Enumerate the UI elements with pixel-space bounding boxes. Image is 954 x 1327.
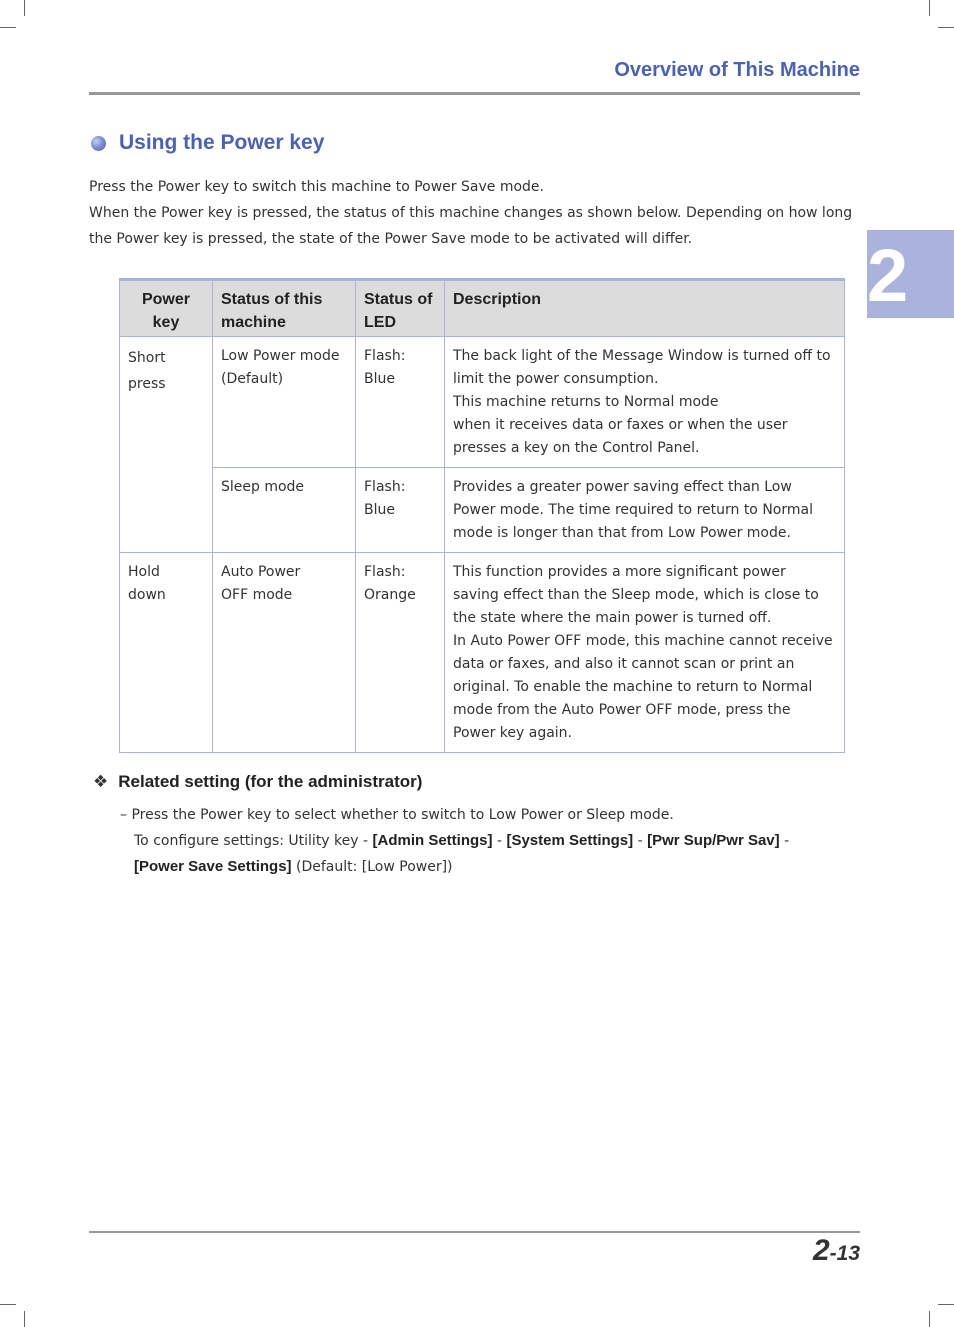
cell-description: The back light of the Message Window is turned off to limit the power consumption. This machine returns to Normal mode when it receives data or faxes or when the user presses a key on the Control Panel. xyxy=(445,337,845,468)
path-sep: - xyxy=(633,833,648,849)
table-header-row xyxy=(120,280,845,337)
table-row xyxy=(120,553,845,753)
page-suffix: -13 xyxy=(829,1242,860,1265)
crop-mark xyxy=(0,1304,16,1305)
header-description: Description xyxy=(445,280,845,337)
cell-status: Low Power mode (Default) xyxy=(213,337,356,468)
footer-rule xyxy=(89,1231,860,1233)
menu-path-pwr: [Pwr Sup/Pwr Sav] xyxy=(647,832,780,849)
crop-mark xyxy=(938,27,954,28)
crop-mark xyxy=(24,1311,25,1327)
cell-description: This function provides a more significant power saving effect than the Sleep mode, which is close to the state where the main power is turned off. In Auto Power OFF mode, this machine cannot receive data or faxes, and also it cannot scan or print an original. To enable the machine to return to Normal mode from the Auto Power OFF mode, press the Power key again. xyxy=(445,553,845,753)
header-title: Overview of This Machine xyxy=(614,59,860,81)
related-body xyxy=(120,802,840,880)
related-line-1: – Press the Power key to select whether to switch to Low Power or Sleep mode. xyxy=(120,807,674,823)
crop-mark xyxy=(929,0,930,16)
crop-mark xyxy=(938,1304,954,1305)
section-heading xyxy=(91,131,324,155)
cell-led: Flash: Blue xyxy=(356,337,445,468)
menu-path-system: [System Settings] xyxy=(506,832,634,849)
section-title: Using the Power key xyxy=(119,131,325,154)
header-status-machine: Status of this machine xyxy=(213,280,356,337)
intro-line-1: Press the Power key to switch this machine to Power Save mode. xyxy=(89,179,544,195)
cell-key: Hold down xyxy=(120,553,213,753)
path-sep: - xyxy=(492,833,507,849)
header-status-led: Status of LED xyxy=(356,280,445,337)
diamond-bullet-icon: ❖ xyxy=(93,772,109,792)
cell-description: Provides a greater power saving effect than Low Power mode. The time required to return to Normal mode is longer than that from Low Power mode. xyxy=(445,468,845,553)
config-prefix: To configure settings: Utility key - xyxy=(134,833,373,849)
intro-text xyxy=(89,174,864,252)
table-row xyxy=(120,337,845,468)
cell-status: Sleep mode xyxy=(213,468,356,553)
page-chapter: 2 xyxy=(812,1234,830,1267)
round-bullet-icon xyxy=(91,136,106,151)
menu-path-power-save: [Power Save Settings] xyxy=(134,858,292,875)
cell-led: Flash: Orange xyxy=(356,553,445,753)
path-sep: - xyxy=(779,833,790,849)
default-text: (Default: [Low Power]) xyxy=(291,859,453,875)
related-heading xyxy=(93,771,422,793)
crop-mark xyxy=(929,1311,930,1327)
intro-line-2: When the Power key is pressed, the status of this machine changes as shown below. Depending on how long the Power key is pressed, the state of the Power Save mode to be activated will differ. xyxy=(89,205,853,247)
page-number xyxy=(813,1234,860,1268)
power-key-table xyxy=(119,278,845,753)
related-config-line-2 xyxy=(120,854,840,880)
cell-led: Flash: Blue xyxy=(356,468,445,553)
header-rule xyxy=(89,92,860,95)
cell-status: Auto Power OFF mode xyxy=(213,553,356,753)
related-title: Related setting (for the administrator) xyxy=(118,772,423,791)
table-row xyxy=(120,468,845,553)
crop-mark xyxy=(24,0,25,16)
chapter-tab: 2 xyxy=(867,230,954,318)
header-power-key: Power key xyxy=(120,280,213,337)
crop-mark xyxy=(0,27,16,28)
related-config-line xyxy=(120,828,840,854)
menu-path-admin: [Admin Settings] xyxy=(372,832,493,849)
cell-key: Short press xyxy=(120,337,213,553)
